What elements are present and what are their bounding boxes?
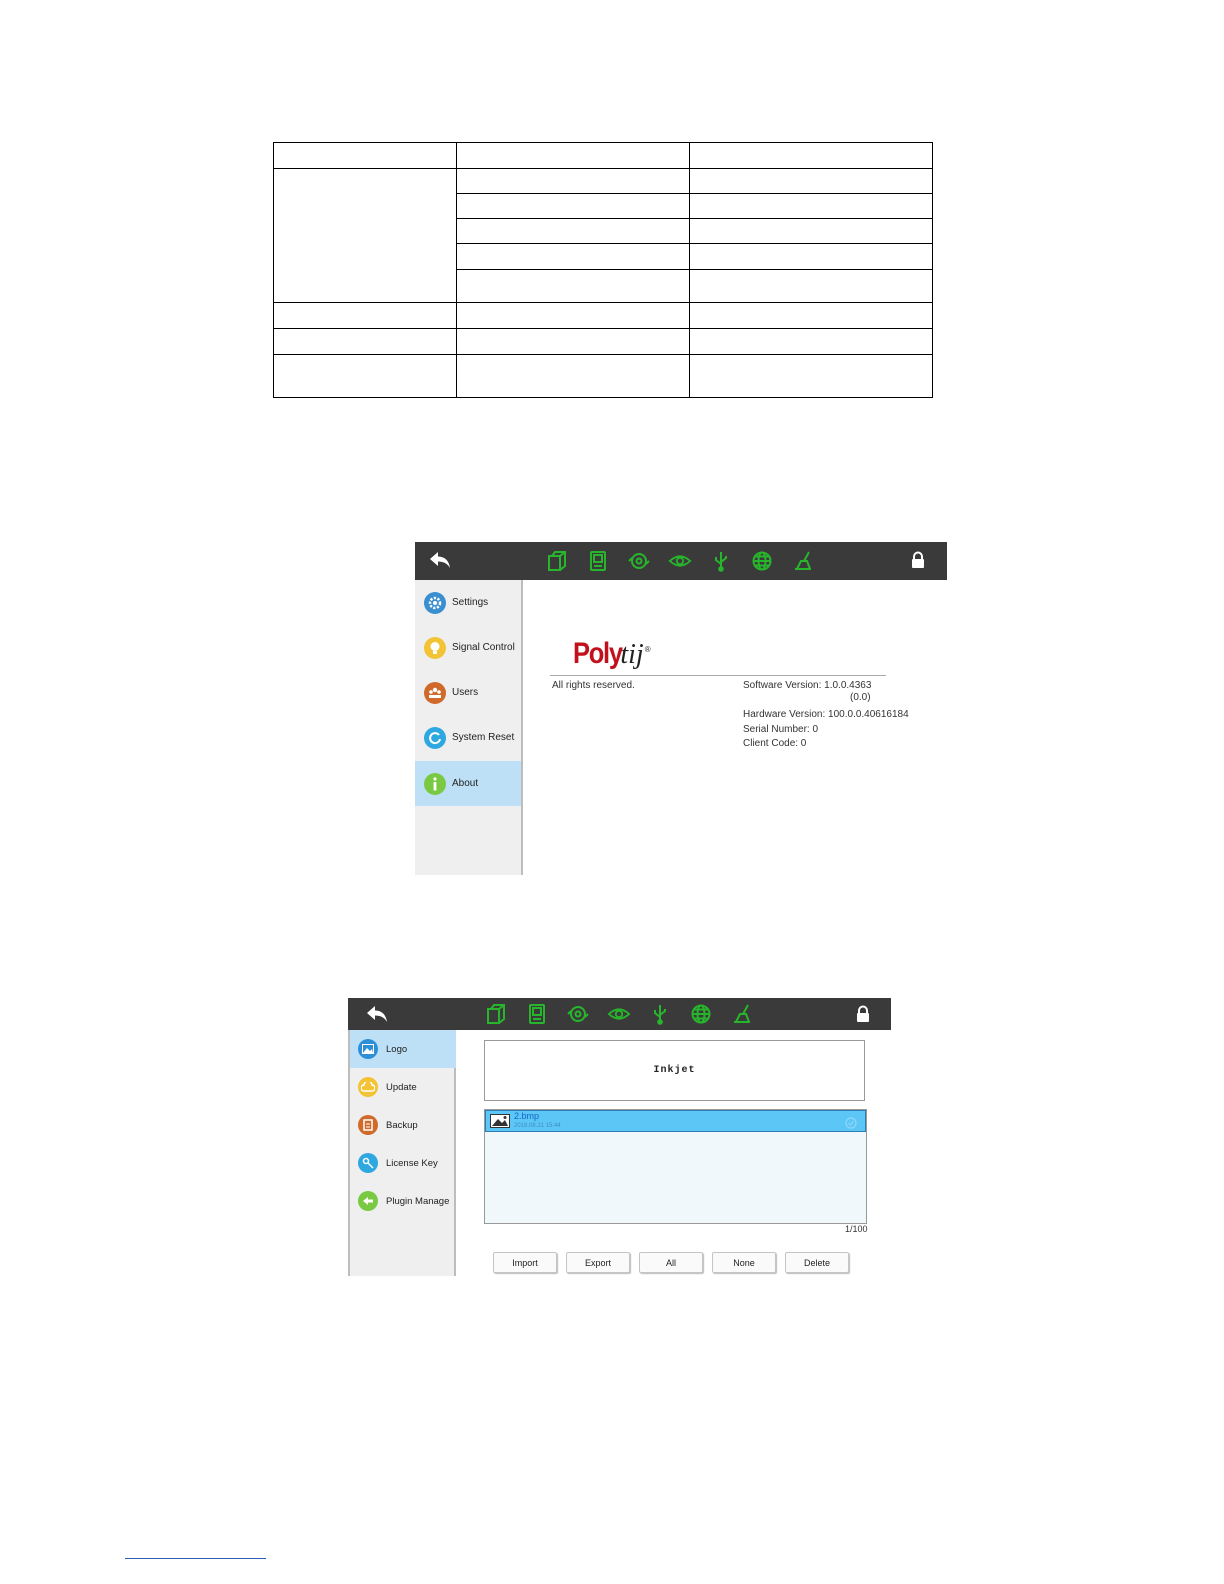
cleaning-icon[interactable] [730, 1002, 754, 1026]
sidebar-item-label: Settings [452, 597, 489, 608]
sidebar-item-label: License Key [386, 1157, 438, 1169]
sidebar [348, 1030, 456, 1276]
plugin-icon [358, 1191, 378, 1211]
users-icon [424, 682, 446, 704]
divider [550, 675, 886, 676]
list-item[interactable] [485, 1110, 866, 1132]
page-count: 1/100 [845, 1224, 868, 1234]
table-cell [690, 194, 933, 219]
sidebar-item-users[interactable] [415, 670, 521, 715]
logo-tij: tij [620, 639, 644, 670]
bulb-icon [424, 637, 446, 659]
display-icon[interactable] [586, 549, 610, 573]
file-date: 2018.08.21 15:44 [514, 1123, 561, 1129]
sidebar [415, 580, 523, 875]
about-screen [415, 542, 947, 875]
select-all-button[interactable]: All [639, 1252, 703, 1273]
gear-icon [424, 592, 446, 614]
table-cell [457, 244, 690, 270]
info-icon [424, 773, 446, 795]
blank-table [273, 142, 933, 398]
software-version-sub: (0.0) [850, 692, 871, 703]
sidebar-item-backup[interactable] [350, 1106, 456, 1144]
back-arrow-icon[interactable] [366, 1005, 388, 1028]
polytij-logo [573, 637, 651, 671]
table-cell [457, 328, 690, 354]
sidebar-item-update[interactable] [350, 1068, 456, 1106]
table-cell [690, 328, 933, 354]
table-row [274, 302, 933, 328]
hardware-version: Hardware Version: 100.0.0.40616184 [743, 709, 909, 720]
logo-screen [348, 998, 891, 1276]
print-head-icon[interactable] [484, 1002, 508, 1026]
top-toolbar [415, 542, 947, 580]
table-cell [274, 143, 457, 169]
sidebar-item-logo[interactable] [350, 1030, 456, 1068]
toolbar-icon-group [545, 549, 815, 573]
table-cell [457, 194, 690, 219]
cleaning-icon[interactable] [791, 549, 815, 573]
usb-icon[interactable] [709, 549, 733, 573]
sidebar-item-label: Backup [386, 1119, 418, 1131]
sidebar-item-license-key[interactable] [350, 1144, 456, 1182]
sidebar-item-label: Logo [386, 1043, 408, 1055]
file-name: 2.bmp [514, 1111, 540, 1121]
eye-icon[interactable] [607, 1002, 631, 1026]
table-cell [274, 354, 457, 397]
table-cell [690, 244, 933, 270]
delete-button[interactable]: Delete [785, 1252, 849, 1273]
table-cell [690, 169, 933, 194]
serial-number: Serial Number: 0 [743, 724, 819, 735]
eye-icon[interactable] [668, 549, 692, 573]
table-cell [457, 143, 690, 169]
key-icon [358, 1153, 378, 1173]
lock-icon[interactable] [856, 1005, 870, 1028]
sidebar-item-system-reset[interactable] [415, 715, 521, 760]
logo-registered: ® [644, 645, 651, 654]
reset-icon [424, 727, 446, 749]
top-toolbar [348, 998, 891, 1030]
image-file-icon [490, 1114, 510, 1133]
table-cell [690, 270, 933, 302]
table-row [274, 328, 933, 354]
sidebar-item-about[interactable] [415, 761, 521, 806]
sidebar-item-signal-control[interactable] [415, 625, 521, 670]
button-row [493, 1252, 849, 1273]
image-icon [358, 1039, 378, 1059]
logo-preview [484, 1040, 865, 1101]
export-button[interactable]: Export [566, 1252, 630, 1273]
table-cell [690, 354, 933, 397]
toolbar-icon-group [484, 1002, 754, 1026]
sidebar-item-label: Plugin Manage [386, 1195, 450, 1207]
sidebar-item-label: About [452, 778, 479, 789]
table-cell [690, 143, 933, 169]
table-cell [457, 354, 690, 397]
lock-icon[interactable] [911, 551, 925, 574]
sidebar-item-label: Update [386, 1081, 417, 1093]
display-icon[interactable] [525, 1002, 549, 1026]
usb-icon[interactable] [648, 1002, 672, 1026]
cloud-icon [358, 1077, 378, 1097]
table-cell [690, 302, 933, 328]
sidebar-item-plugin-manage[interactable] [350, 1182, 456, 1220]
back-arrow-icon[interactable] [429, 551, 451, 574]
cycle-icon[interactable] [566, 1002, 590, 1026]
table-cell [274, 169, 457, 303]
client-code: Client Code: 0 [743, 738, 807, 749]
sidebar-item-label: System Reset [452, 732, 515, 743]
footnote-separator [125, 1558, 266, 1559]
cycle-icon[interactable] [627, 549, 651, 573]
table-row [274, 143, 933, 169]
sidebar-item-label: Users [452, 687, 479, 698]
software-version: Software Version: 1.0.0.4363 [743, 680, 872, 691]
rights-text: All rights reserved. [552, 680, 635, 691]
preview-text: Inkjet [653, 1065, 696, 1076]
sidebar-item-settings[interactable] [415, 580, 521, 625]
table-cell [457, 219, 690, 244]
table-cell [457, 169, 690, 194]
backup-icon [358, 1115, 378, 1135]
table-cell [274, 328, 457, 354]
table-cell [274, 302, 457, 328]
table-row [274, 169, 933, 194]
sidebar-item-label: Signal Control [452, 642, 515, 653]
print-head-icon[interactable] [545, 549, 569, 573]
table-row [274, 354, 933, 397]
select-none-button[interactable]: None [712, 1252, 776, 1273]
check-circle-icon[interactable] [845, 1116, 857, 1134]
logo-poly: Poly [573, 637, 622, 670]
globe-icon[interactable] [750, 549, 774, 573]
table-cell [457, 270, 690, 302]
file-list[interactable] [484, 1109, 867, 1224]
globe-icon[interactable] [689, 1002, 713, 1026]
table-cell [457, 302, 690, 328]
import-button[interactable]: Import [493, 1252, 557, 1273]
table-cell [690, 219, 933, 244]
